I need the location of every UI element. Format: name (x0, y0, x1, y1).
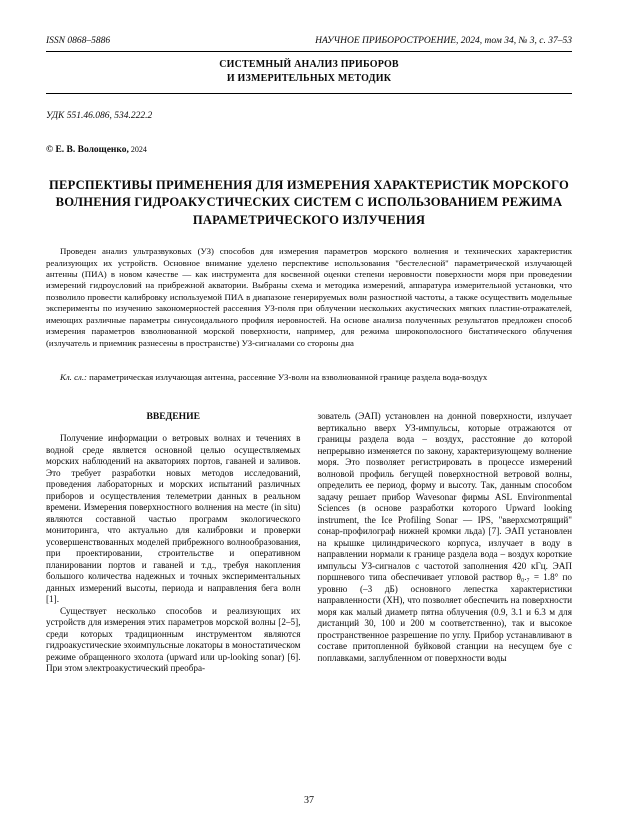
section-heading (46, 58, 572, 86)
top-divider (46, 51, 572, 52)
masthead (46, 36, 572, 46)
abstract-text: Проведен анализ ультразвуковых (УЗ) способов для измерения параметров морского волнения и технических характеристик реализующих их устройств. Основное внимание уделено перспективе использования "бестелесной" параметрической излучающей антенны (ПИА) в новом качестве — как инструмента для косвенной оценки степени неровности поверхности моря при проведении измерений гидроусловий на прибрежной акватории. Выбраны схема и методика измерений, аппаратура измерительной установки, что позволило провести калибровку используемой ПИА в диапазоне генерируемых волн разностной частоты, а также осуществить модельные эксперименты по изучению закономерностей рассеяния УЗ-поля при облучении нескольких акустических мягких пластин-отражателей, имеющих различные параметры синусоидального профиля неровностей. На основе анализа полученных результатов предложен способ измерения параметров взволнованной морской поверхности, например, для режима широкополосного бистатического облучения (излучатель и приемник разнесены в пространстве) УЗ-сигналами со стороны дна (46, 246, 572, 348)
issn-label: ISSN 0868–5886 (46, 36, 111, 46)
left-column (46, 411, 301, 675)
copyright-line (46, 145, 572, 155)
right-column (318, 411, 573, 675)
paragraph: зователь (ЭАП) установлен на донной поверхности, излучает вертикально вверх УЗ-импульсы, которые отражаются от границы раздела вода – воздух, расстояние до которой непрерывно изменяется по закону, характеризующему волнение моря. Это позволяет регистрировать в процессе измерений волновой профиль бегущей поверхностной ветровой волны, определить ее период, форму и высоту. Так, данным способом задачу решает прибор Wavesonar фирмы ASL Environmental Sciences (в основе разработки которого Upward looking instrument, the Ice Profiling Sonar — IPS, "вверхсмотрящий" сонар-профилограф нижней кромки льда) [7]. ЭАП установлен на крышке цилиндрического корпуса, излучает в воду в направлении нормали к границе раздела вода – воздух короткие импульсы УЗ-сигналов с частотой заполнения 420 кГц. ЭАП поршневого типа обеспечивает угловой раствор θ₀.₇ = 1.8° по уровню (–3 дБ) основного лепестка характеристики направленности (ХН), что позволяет обеспечить на поверхности моря как малый диаметр пятна облучения (0.9, 3.1 и 6.3 м для дистанций 30, 100 и 200 м соответственно), так и высокое пространственное разрешение по углу. Прибор устанавливают в составе притопленной буйковой станции на несущем буе с поплавками, заглубленном от поверхности воды (317, 411, 572, 663)
page-number: 37 (304, 795, 314, 806)
paragraph: Получение информации о ветровых волнах и течениях в водной среде является основной целью осуществляемых морских наблюдений на акваториях портов, гаваней и заливов. Это требует разработки новых методов исследований, проведения лабораторных и морских испытаний различных приборов и осуществления телеметрии данных в реальном времени. Измерения поверхностного волнения на месте (in situ) являются составной частью программ экологического мониторинга, что актуально для калибровки и проверки усовершенствованных моделей прибрежного волнообразования, при проектировании, строительстве и оперативном планировании портов и гаваней и т.д., требуя накопления большого количества надежных и точных экспериментальных данных измерений высоты, периода и направления бега волн [1]. (46, 433, 301, 605)
section-heading-line2: И ИЗМЕРИТЕЛЬНЫХ МЕТОДИК (226, 73, 392, 84)
keywords-label: Кл. сл.: (60, 371, 87, 382)
article-title: ПЕРСПЕКТИВЫ ПРИМЕНЕНИЯ ДЛЯ ИЗМЕРЕНИЯ ХАРАКТЕРИСТИК МОРСКОГО ВОЛНЕНИЯ ГИДРОАКУСТИЧЕСКИХ СИСТЕМ С ИСПОЛЬЗОВАНИЕМ РЕЖИМА ПАРАМЕТРИЧЕСКОГО ИЗЛУЧЕНИЯ (48, 178, 569, 227)
journal-citation: НАУЧНОЕ ПРИБОРОСТРОЕНИЕ, 2024, том 34, № 3, с. 37–53 (315, 36, 572, 46)
section-divider (46, 93, 572, 94)
two-column-body (46, 411, 572, 675)
keywords-text: параметрическая излучающая антенна, рассеяние УЗ-волн на взволнованной границе раздела вода-воздух (86, 371, 488, 382)
keywords-line (46, 372, 572, 383)
udk-label: УДК 551.46.086, 534.222.2 (46, 111, 153, 121)
section-heading-line1: СИСТЕМНЫЙ АНАЛИЗ ПРИБОРОВ (219, 59, 399, 70)
paragraph: Существует несколько способов и реализующих их устройств для измерения этих параметров морской волны [2–5], среди которых традиционным инструментом являются гидроакустические эхоимпульсные локаторы в моностатическом режиме обращенного эхолота (upward или up-looking sonar) [6]. При этом электроакустический преобра- (46, 605, 301, 674)
intro-heading: ВВЕДЕНИЕ (146, 411, 201, 423)
copyright-author: © Е. В. Волощенко, (46, 145, 129, 155)
copyright-year: 2024 (128, 145, 147, 154)
